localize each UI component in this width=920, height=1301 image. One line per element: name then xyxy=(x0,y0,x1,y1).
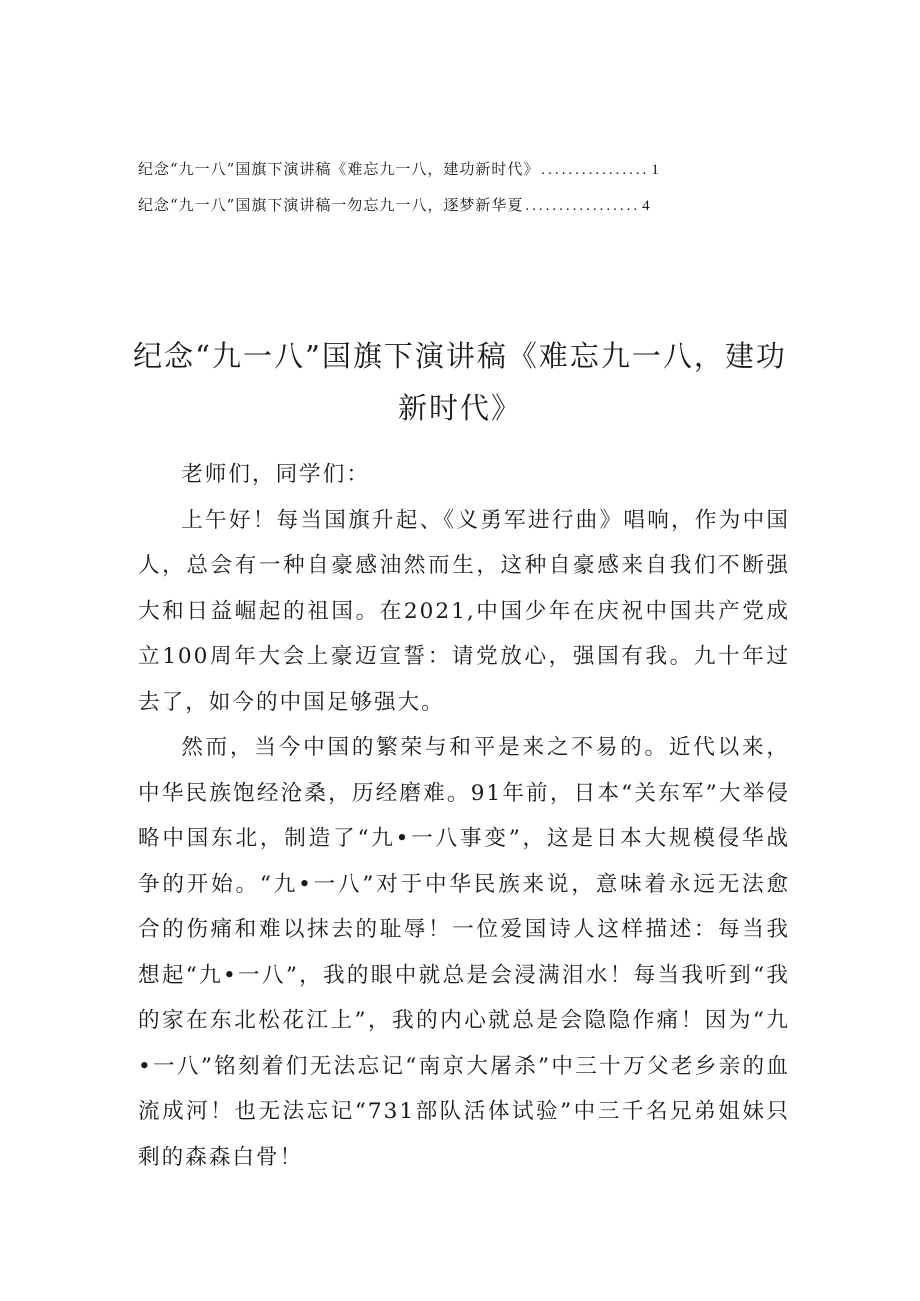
toc-entry-leader: ................ xyxy=(541,162,650,178)
toc-entry[interactable] xyxy=(138,194,798,224)
greeting-paragraph: 老师们，同学们： xyxy=(181,462,370,487)
toc-entry-title: 纪念“九一八”国旗下演讲稿一勿忘九一八，逐梦新华夏 xyxy=(138,196,524,214)
toc-entry-page-number: 1 xyxy=(651,162,659,178)
article-title: 纪念“九一八”国旗下演讲稿《难忘九一八，建功新时代》 xyxy=(133,339,787,425)
table-of-contents xyxy=(138,158,798,224)
body-paragraph: 上午好！每当国旗升起、《义勇军进行曲》唱响，作为中国人，总会有一种自豪感油然而生，这种自豪感来自我们不断强大和日益崛起的祖国。在2021,中国少年在庆祝中国共产党成立100周年大会上豪迈宣誓：请党放心，强国有我。九十年过去了，如今的中国足够强大。 xyxy=(138,507,790,715)
body-paragraph: 然而，当今中国的繁荣与和平是来之不易的。近代以来，中华民族饱经沧桑，历经磨难。91年前，日本“关东军”大举侵略中国东北，制造了“九•一八事变”，这是日本大规模侵华战争的开始。“九•一八”对于中华民族来说，意味着永远无法愈合的伤痛和难以抹去的耻辱！一位爱国诗人这样描述：每当我想起“九•一八”，我的眼中就总是会浸满泪水！每当我听到“我的家在东北松花江上”，我的内心就总是会隐隐作痛！因为“九•一八”铭刻着们无法忘记“南京大屠杀”中三十万父老乡亲的血流成河！也无法忘记“731部队活体试验”中三千名兄弟姐妹只剩的森森白骨！ xyxy=(138,735,790,1170)
toc-entry-leader: ................. xyxy=(525,198,641,214)
toc-entry-title: 纪念“九一八”国旗下演讲稿《难忘九一八，建功新时代》 xyxy=(138,160,540,178)
toc-entry-page-number: 4 xyxy=(642,198,650,214)
article-body xyxy=(138,452,790,1180)
toc-entry[interactable] xyxy=(138,158,798,188)
